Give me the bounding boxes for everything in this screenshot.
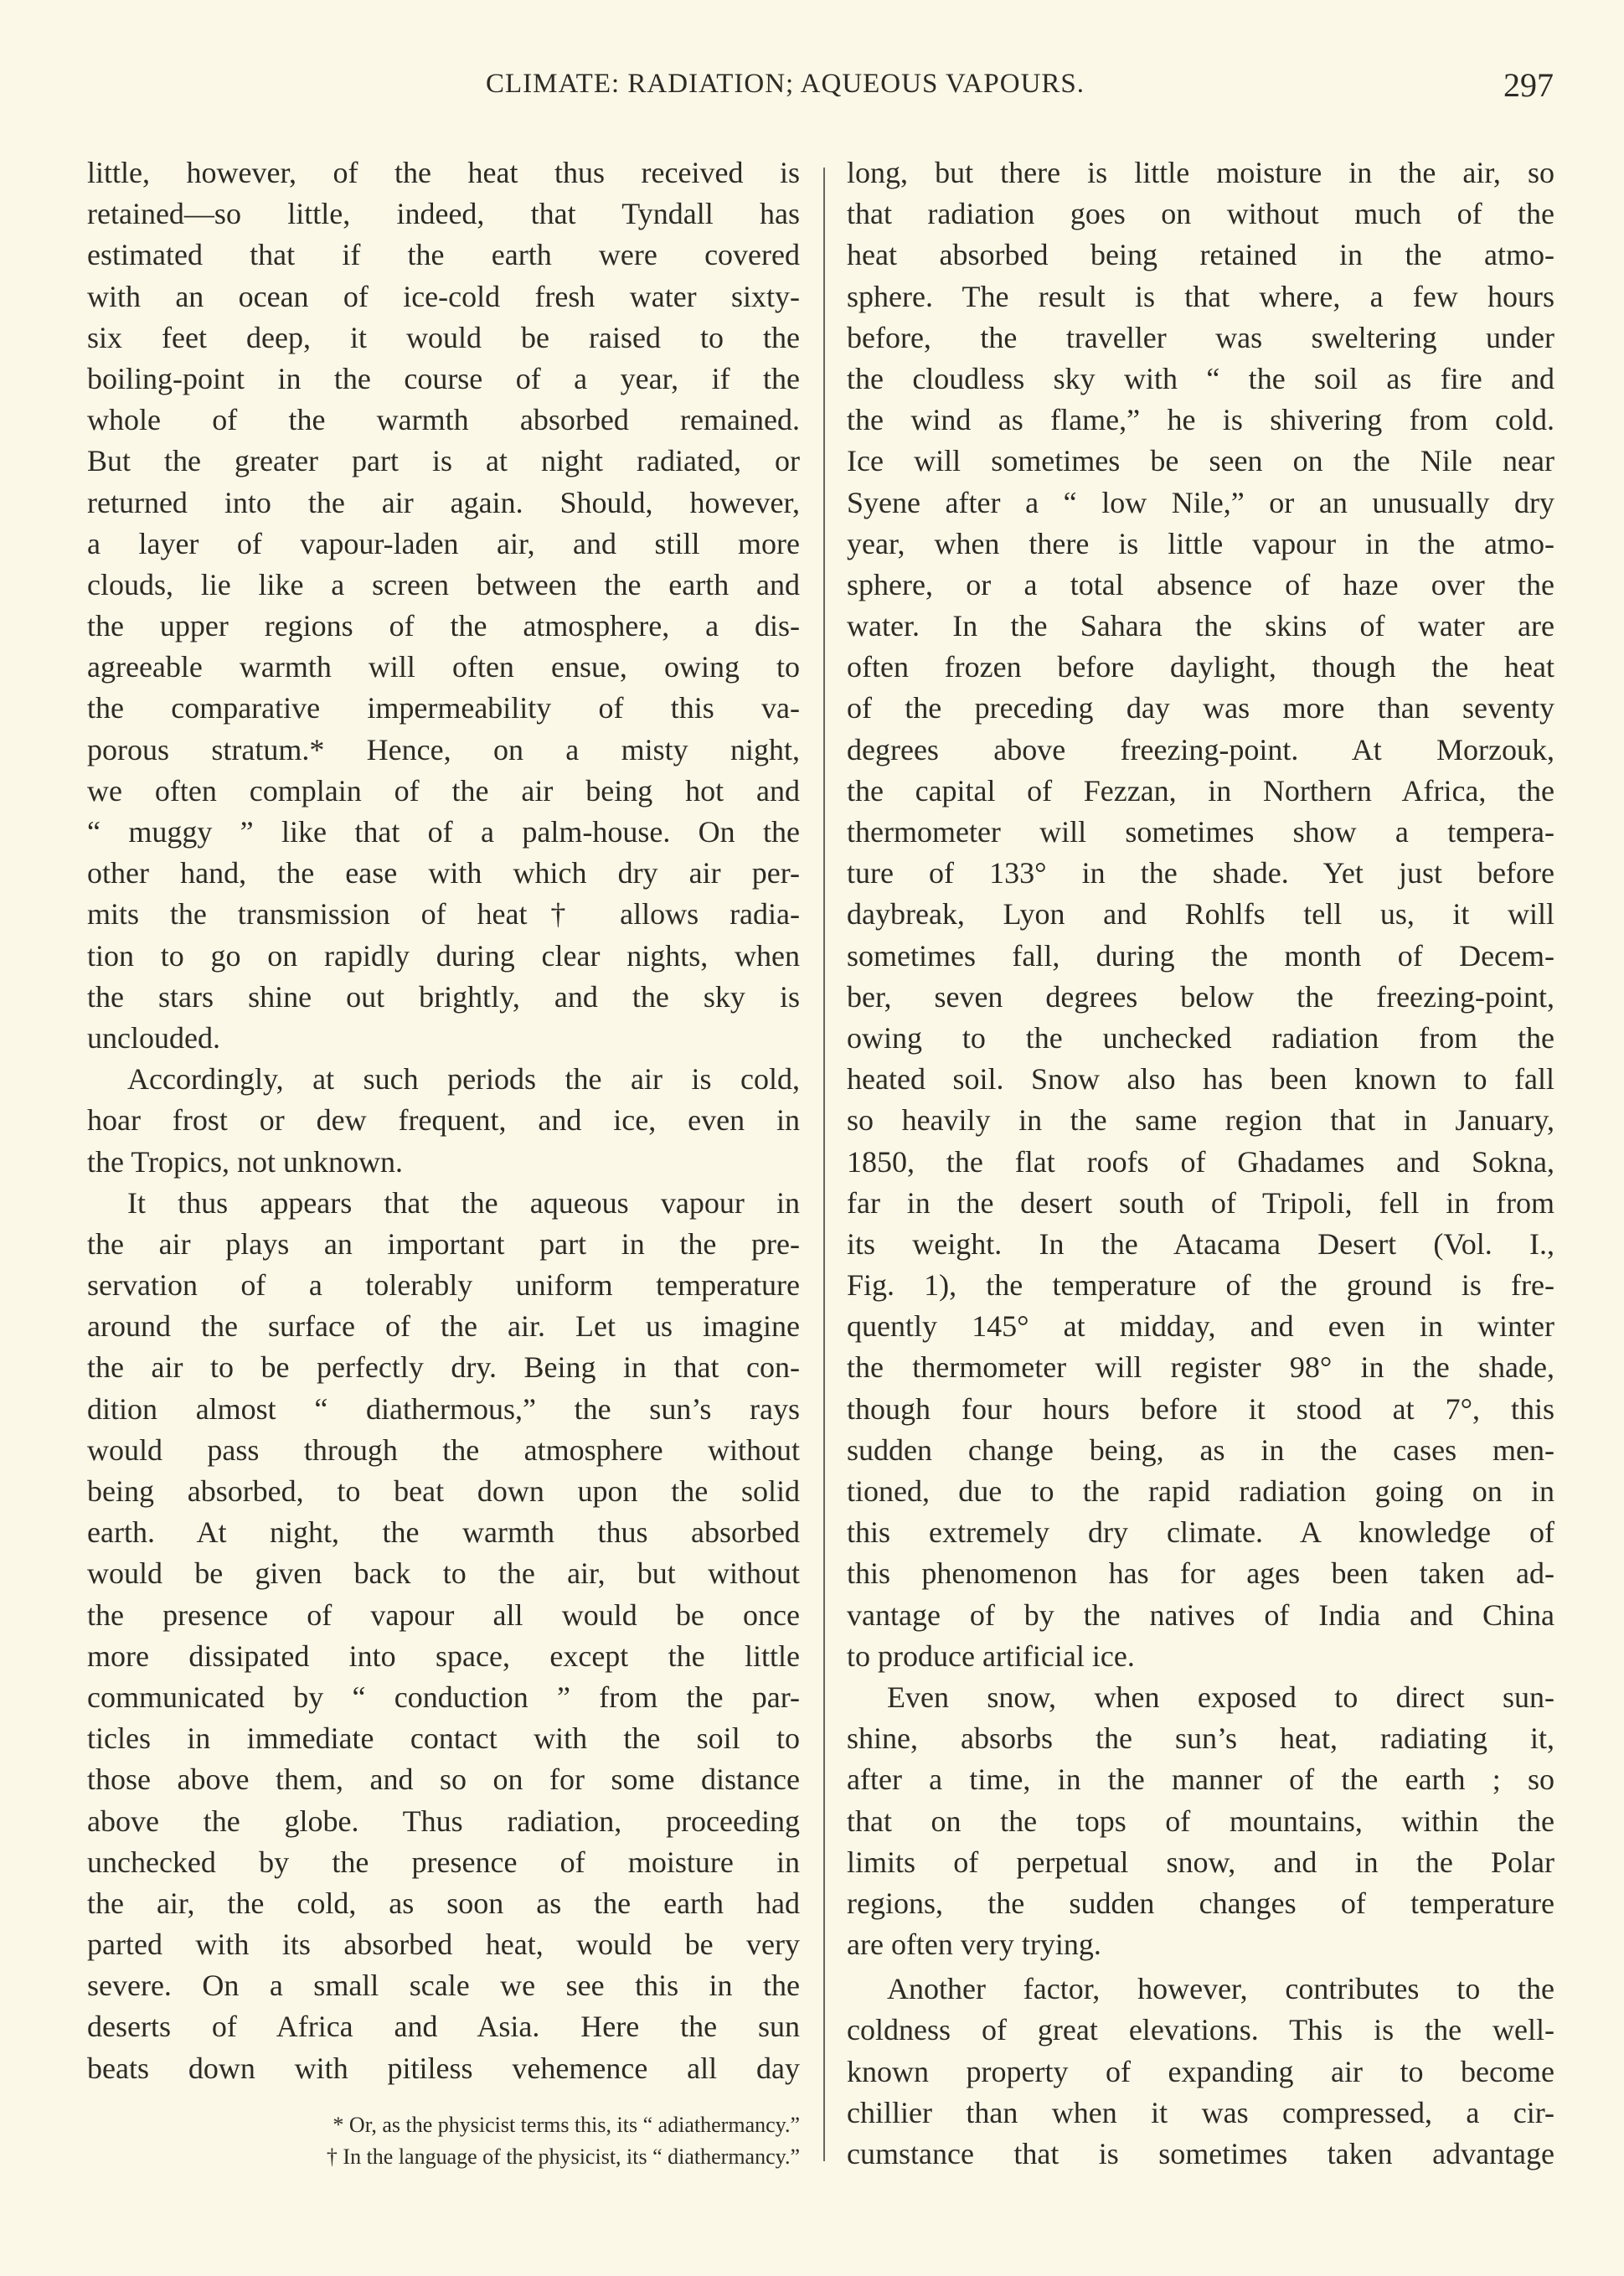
- text-line: being absorbed, to beat down upon the solid: [87, 1474, 800, 1508]
- text-line: the wind as flame,” he is shivering from cold.: [847, 403, 1554, 437]
- text-line: the upper regions of the atmosphere, a dis-: [87, 609, 800, 643]
- text-line: sudden change being, as in the cases men-: [847, 1432, 1554, 1467]
- footnotes: [117, 2109, 800, 2173]
- text-line: hoar frost or dew frequent, and ice, even in: [87, 1103, 800, 1138]
- text-line: with an ocean of ice-cold fresh water sixty-: [87, 279, 800, 313]
- text-line: that on the tops of mountains, within the: [847, 1804, 1554, 1838]
- text-line: heat absorbed being retained in the atmo-: [847, 238, 1554, 272]
- column-divider: [823, 168, 825, 2161]
- text-line: known property of expanding air to become: [847, 2054, 1554, 2088]
- text-line: sphere. The result is that where, a few hours: [847, 279, 1554, 313]
- text-line: ture of 133° in the shade. Yet just before: [847, 856, 1554, 890]
- text-line: Another factor, however, contributes to the: [887, 1972, 1554, 2006]
- running-head: CLIMATE: RADIATION; AQUEOUS VAPOURS.: [486, 69, 1085, 99]
- text-line: whole of the warmth absorbed remained.: [87, 403, 800, 437]
- text-line: year, when there is little vapour in the atmo-: [847, 526, 1554, 560]
- text-line: daybreak, Lyon and Rohlfs tell us, it will: [847, 897, 1554, 932]
- text-line: we often complain of the air being hot and: [87, 773, 800, 808]
- paragraph: [847, 1969, 1554, 2175]
- paragraph: [87, 1183, 800, 2089]
- text-line: Syene after a “ low Nile,” or an unusually dry: [847, 485, 1554, 519]
- text-line: Accordingly, at such periods the air is cold,: [127, 1062, 800, 1097]
- text-line: other hand, the ease with which dry air per-: [87, 856, 800, 890]
- text-line: Fig. 1), the temperature of the ground is fre-: [847, 1268, 1554, 1303]
- text-line: a layer of vapour-laden air, and still more: [87, 526, 800, 560]
- text-line: coldness of great elevations. This is the well-: [847, 2013, 1554, 2047]
- text-line: ber, seven degrees below the freezing-point,: [847, 979, 1554, 1014]
- text-line: would be given back to the air, but without: [87, 1556, 800, 1591]
- text-line: long, but there is little moisture in the air, so: [847, 156, 1554, 189]
- text-line: regions, the sudden changes of temperature: [847, 1886, 1554, 1920]
- text-line: agreeable warmth will often ensue, owing to: [87, 650, 800, 684]
- text-line: unchecked by the presence of moisture in: [87, 1845, 800, 1879]
- text-line: porous stratum.* Hence, on a misty night,: [87, 732, 800, 766]
- text-line: Even snow, when exposed to direct sun-: [887, 1680, 1554, 1714]
- right-column: [847, 152, 1554, 2175]
- text-line: its weight. In the Atacama Desert (Vol. I.,: [847, 1226, 1554, 1261]
- text-line: quently 145° at midday, and even in winter: [847, 1309, 1554, 1344]
- text-line: six feet deep, it would be raised to the: [87, 320, 800, 354]
- text-line: the Tropics, not unknown.: [87, 1144, 404, 1179]
- text-line: so heavily in the same region that in January,: [847, 1103, 1554, 1138]
- text-line: sphere, or a total absence of haze over the: [847, 567, 1554, 601]
- text-line: the air to be perfectly dry. Being in that con-: [87, 1350, 800, 1385]
- text-line: dition almost “ diathermous,” the sun’s rays: [87, 1391, 800, 1426]
- text-line: servation of a tolerably uniform temperature: [87, 1268, 800, 1303]
- text-line: would pass through the atmosphere without: [87, 1432, 800, 1467]
- text-line: earth. At night, the warmth thus absorbed: [87, 1515, 800, 1550]
- text-line: chillier than when it was compressed, a cir-: [847, 2095, 1554, 2129]
- text-line: this extremely dry climate. A knowledge of: [847, 1515, 1554, 1550]
- footnote: † In the language of the physicist, its “ diathermancy.”: [326, 2144, 800, 2169]
- text-line: to produce artificial ice.: [847, 1639, 1135, 1673]
- text-line: the capital of Fezzan, in Northern Africa, the: [847, 773, 1554, 808]
- text-line: beats down with pitiless vehemence all day: [87, 2051, 800, 2085]
- paragraph: [847, 152, 1554, 1677]
- text-line: those above them, and so on for some distance: [87, 1762, 800, 1797]
- text-line: unclouded.: [87, 1020, 220, 1055]
- text-line: clouds, lie like a screen between the earth and: [87, 567, 800, 601]
- text-line: vantage of by the natives of India and China: [847, 1597, 1554, 1632]
- text-line: 1850, the flat roofs of Ghadames and Sokna,: [847, 1144, 1554, 1179]
- text-line: deserts of Africa and Asia. Here the sun: [87, 2010, 800, 2044]
- text-line: “ muggy ” like that of a palm-house. On the: [87, 815, 800, 849]
- text-line: parted with its absorbed heat, would be very: [87, 1928, 800, 1962]
- footnote: * Or, as the physicist terms this, its “ adiathermancy.”: [333, 2113, 800, 2137]
- text-line: mits the transmission of heat† allows radia-: [87, 897, 800, 932]
- text-line: tioned, due to the rapid radiation going on in: [847, 1474, 1554, 1508]
- text-line: tion to go on rapidly during clear nights, when: [87, 938, 800, 973]
- text-line: estimated that if the earth were covered: [87, 238, 800, 272]
- text-line: retained—so little, indeed, that Tyndall has: [87, 197, 800, 231]
- text-line: little, however, of the heat thus received is: [87, 156, 800, 189]
- text-line: ticles in immediate contact with the soil to: [87, 1721, 800, 1756]
- text-line: are often very trying.: [847, 1928, 1101, 1962]
- text-line: But the greater part is at night radiated, or: [87, 444, 800, 478]
- text-line: the air, the cold, as soon as the earth had: [87, 1886, 800, 1920]
- text-line: Ice will sometimes be seen on the Nile near: [847, 444, 1554, 478]
- text-line: shine, absorbs the sun’s heat, radiating it,: [847, 1721, 1554, 1756]
- text-line: this phenomenon has for ages been taken ad-: [847, 1556, 1554, 1591]
- text-line: the presence of vapour all would be once: [87, 1597, 800, 1632]
- text-line: degrees above freezing-point. At Morzouk,: [847, 732, 1554, 766]
- text-line: cumstance that is sometimes taken advantage: [847, 2137, 1554, 2170]
- text-line: often frozen before daylight, though the heat: [847, 650, 1554, 684]
- text-line: above the globe. Thus radiation, proceeding: [87, 1804, 800, 1838]
- page-header: [0, 66, 1624, 111]
- text-line: heated soil. Snow also has been known to fall: [847, 1062, 1554, 1097]
- text-line: the comparative impermeability of this va-: [87, 691, 800, 725]
- text-line: the air plays an important part in the pre-: [87, 1226, 800, 1261]
- text-line: around the surface of the air. Let us imagine: [87, 1309, 800, 1344]
- text-line: thermometer will sometimes show a tempera-: [847, 815, 1554, 849]
- text-line: owing to the unchecked radiation from the: [847, 1020, 1554, 1055]
- text-line: sometimes fall, during the month of Decem-: [847, 938, 1554, 973]
- text-line: before, the traveller was sweltering under: [847, 320, 1554, 354]
- text-line: though four hours before it stood at 7°, this: [847, 1391, 1554, 1426]
- text-line: boiling-point in the course of a year, if the: [87, 361, 800, 395]
- left-column: [87, 152, 800, 2089]
- text-line: after a time, in the manner of the earth ; so: [847, 1762, 1554, 1797]
- page-number: 297: [1503, 66, 1554, 104]
- text-line: that radiation goes on without much of the: [847, 197, 1554, 231]
- text-line: more dissipated into space, except the little: [87, 1639, 800, 1673]
- text-line: returned into the air again. Should, however,: [87, 485, 800, 519]
- text-line: It thus appears that the aqueous vapour in: [127, 1185, 800, 1220]
- paragraph: [847, 1677, 1554, 1965]
- text-line: of the preceding day was more than seventy: [847, 691, 1554, 725]
- paragraph: [87, 1059, 800, 1183]
- text-line: communicated by “ conduction ” from the par-: [87, 1680, 800, 1714]
- text-line: the stars shine out brightly, and the sky is: [87, 979, 800, 1014]
- paragraph: [87, 152, 800, 1059]
- text-line: the thermometer will register 98° in the shade,: [847, 1350, 1554, 1385]
- text-line: far in the desert south of Tripoli, fell in from: [847, 1185, 1554, 1220]
- text-line: the cloudless sky with “ the soil as fire and: [847, 361, 1554, 395]
- text-line: water. In the Sahara the skins of water are: [847, 609, 1554, 643]
- text-line: severe. On a small scale we see this in the: [87, 1969, 800, 2003]
- text-line: limits of perpetual snow, and in the Polar: [847, 1845, 1554, 1879]
